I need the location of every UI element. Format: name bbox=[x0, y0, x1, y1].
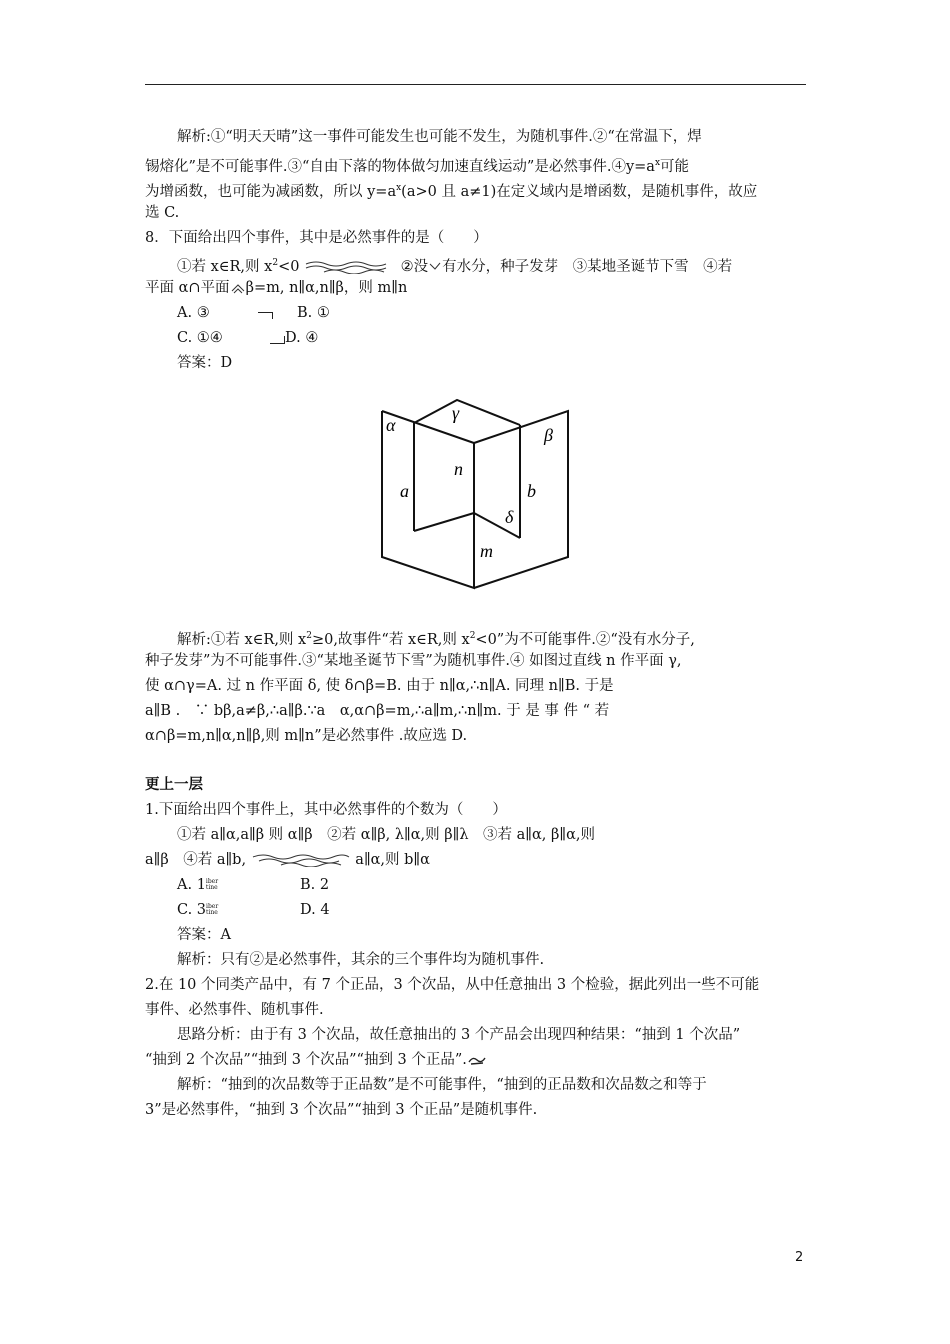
label-beta: β bbox=[544, 425, 553, 445]
stray-mark bbox=[270, 336, 285, 344]
question-2: 事件、必然事件、随机事件. bbox=[145, 1002, 324, 1018]
tiny-annotation: iber tine bbox=[205, 878, 219, 891]
page-number: 2 bbox=[795, 1250, 804, 1265]
tiny-annotation: iber tine bbox=[206, 903, 219, 916]
option-b: B. ① bbox=[297, 305, 330, 321]
scribble-icon bbox=[467, 1054, 487, 1066]
check-mark-icon bbox=[428, 261, 442, 273]
text-line: 解析:①若 x∈R,则 $x^2\ge 0$,故事件“若 x∈R,则 $x^2<0$”为不可能事件.②“没有水分子, bbox=[177, 631, 695, 648]
option-1b: B. 2 bbox=[300, 877, 330, 893]
question-8-item4: 平面 α∩平面 β=m, n∥α,n∥β，则 m∥n bbox=[145, 280, 408, 296]
text-line: a∥B . ∵ bβ,a≠β,∴a∥β.∵a α,α∩β=m,∴a∥m,∴n∥m. 于 是 事 件 “ 若 bbox=[145, 703, 610, 719]
plane-gamma-outline bbox=[414, 400, 520, 425]
option-1a: A. 1iber tine bbox=[177, 877, 219, 893]
solution-1: 解析：只有②是必然事件，其余的三个事件均为随机事件. bbox=[177, 952, 545, 968]
question-8-items: ①若 x∈R,则 $x^2<0$ ②没 有水分，种子发芽 ③某地圣诞节下雪 ④若 bbox=[177, 258, 733, 275]
header-rule bbox=[145, 84, 806, 85]
label-delta: δ bbox=[505, 507, 514, 527]
wave-mark-icon bbox=[304, 260, 396, 274]
question-2: 2.在 10 个同类产品中，有 7 个正品，3 个次品，从中任意抽出 3 个检验，据此列出一些不可能 bbox=[145, 977, 760, 993]
analysis-2: 思路分析：由于有 3 个次品，故任意抽出的 3 个产品会出现四种结果：“抽到 1 个次品” bbox=[177, 1027, 741, 1043]
text-line: 使 α∩γ=A. 过 n 作平面 δ, 使 δ∩β=B. 由于 n∥α,∴n∥A. 同理 n∥B. 于是 bbox=[145, 678, 614, 694]
text-line: α∩β=m,n∥α,n∥β,则 m∥n”是必然事件 .故应选 D. bbox=[145, 728, 468, 744]
question-8: 8．下面给出四个事件，其中是必然事件的是（ ） bbox=[145, 230, 488, 246]
label-alpha: α bbox=[386, 415, 396, 435]
text-line: 锡熔化”是不可能事件.③“自由下落的物体做匀加速直线运动”是必然事件$.④y=a^x$可能 bbox=[145, 158, 690, 175]
option-d: D. ④ bbox=[285, 330, 319, 346]
question-1-items: ①若 a∥α,a∥β 则 α∥β ②若 α∥β, λ∥α,则 β∥λ ③若 a∥α, β∥α,则 bbox=[177, 827, 595, 843]
option-1d: D. 4 bbox=[300, 902, 330, 918]
answer-1: 答案：A bbox=[177, 927, 231, 943]
label-m: m bbox=[480, 541, 493, 561]
solution-2: 解析：“抽到的次品数等于正品数”是不可能事件，“抽到的正品数和次品数之和等于 bbox=[177, 1077, 707, 1093]
solution-2: 3”是必然事件，“抽到 3 个次品”“抽到 3 个正品”是随机事件. bbox=[145, 1102, 538, 1118]
section-heading: 更上一层 bbox=[145, 777, 203, 793]
text-line: 为增函数，也可能为减函数，所以 $y=a^x(a>0$ 且 a≠1)在定义域内是增函数，是随机事件，故应 bbox=[145, 183, 758, 200]
text-line: 选 C. bbox=[145, 205, 180, 221]
answer-8: 答案：D bbox=[177, 355, 233, 371]
label-a: a bbox=[400, 481, 409, 501]
symbol-mark-icon bbox=[230, 282, 246, 294]
option-a: A. ③ bbox=[177, 305, 210, 321]
option-c: C. ①④ bbox=[177, 330, 223, 346]
text-line: 种子发芽”为不可能事件.③“某地圣诞节下雪”为随机事件.④ 如图过直线 n 作平面 γ, bbox=[145, 653, 682, 669]
label-n: n bbox=[454, 459, 463, 479]
plane-alpha-outline bbox=[382, 411, 474, 588]
text-line: 解析:①“明天天晴”这一事件可能发生也可能不发生，为随机事件.②“在常温下，焊 bbox=[177, 129, 702, 145]
question-1: 1.下面给出四个事件上，其中必然事件的个数为（ ） bbox=[145, 802, 507, 818]
wave-mark-icon bbox=[251, 853, 351, 867]
stray-mark bbox=[258, 312, 273, 319]
label-gamma: γ bbox=[452, 403, 460, 423]
analysis-2: “抽到 2 个次品”“抽到 3 个次品”“抽到 3 个正品”. bbox=[145, 1050, 806, 1070]
label-b: b bbox=[527, 481, 536, 501]
geometry-figure bbox=[372, 393, 578, 591]
question-1-items: a∥β ④若 a∥b, a∥α,则 b∥α bbox=[145, 852, 430, 868]
option-1c: C. 3iber tine bbox=[177, 902, 219, 918]
